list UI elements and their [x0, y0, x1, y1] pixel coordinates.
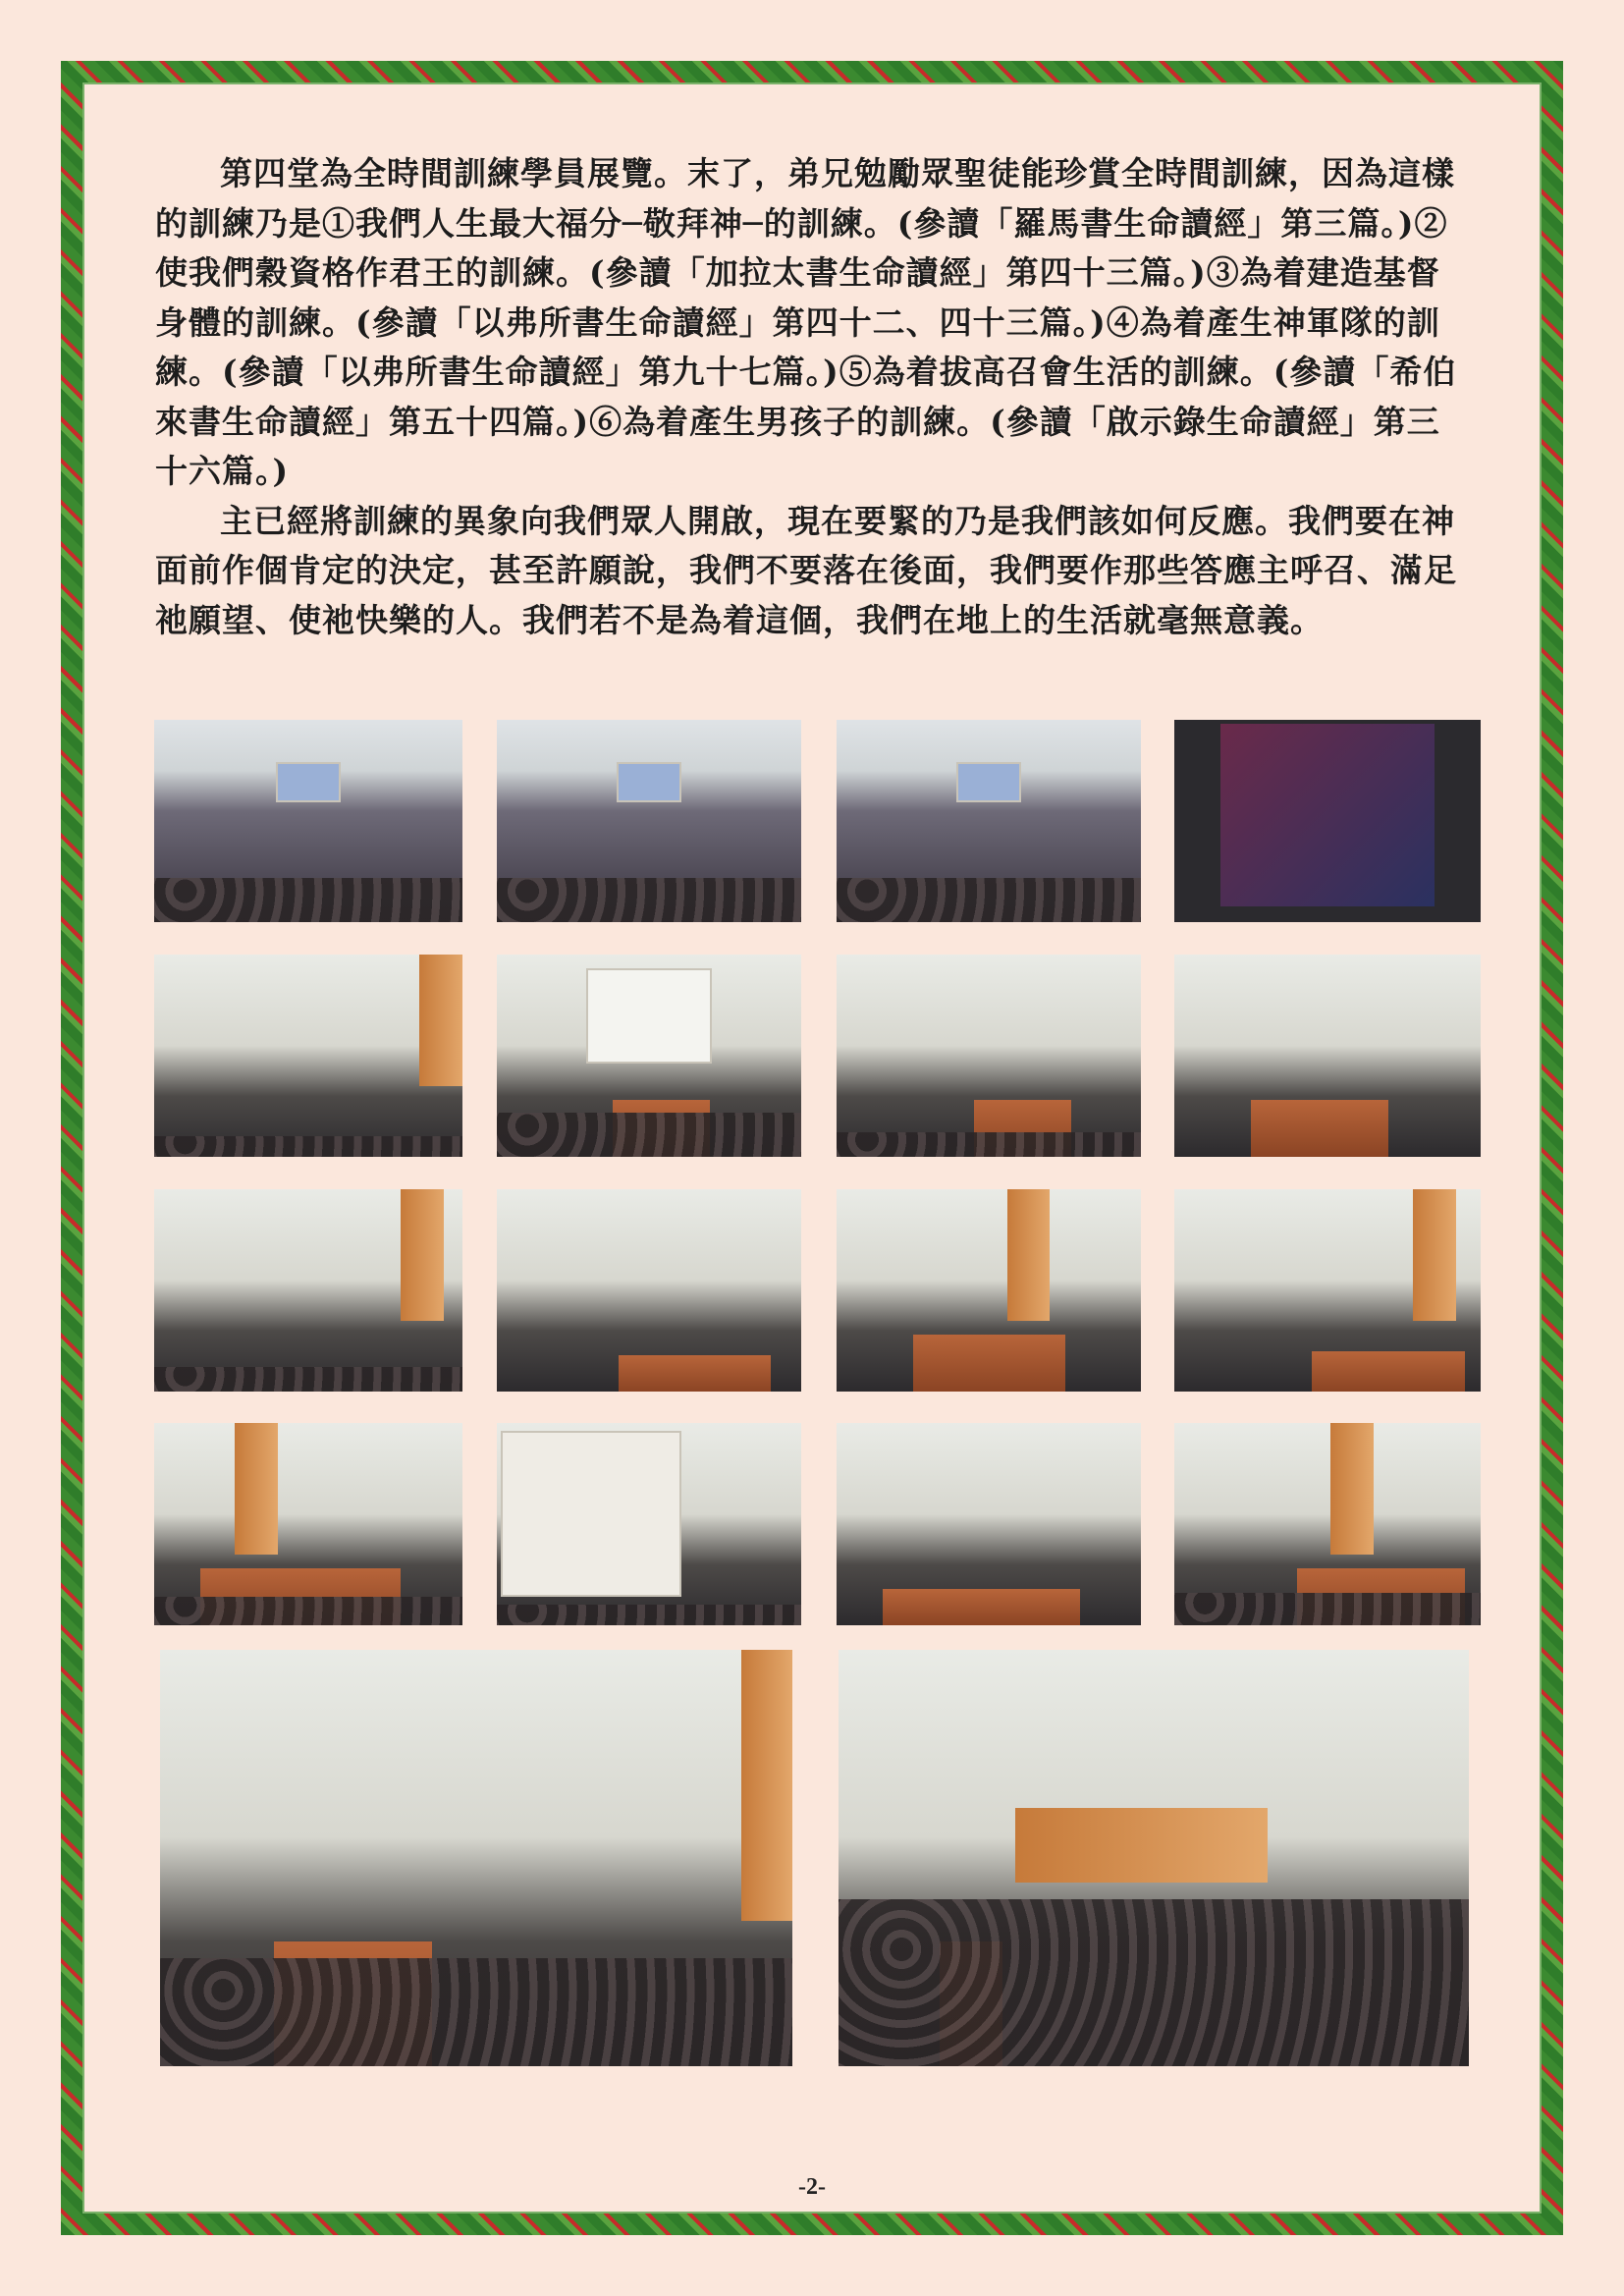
photo-two-sisters-podium: [497, 955, 801, 1157]
photo-report-slide: [497, 1423, 801, 1625]
article-text: [155, 149, 1471, 645]
photo-two-brothers-podium: [837, 1423, 1141, 1625]
photo-two-sisters-speaking: [1174, 955, 1481, 1157]
photo-four-sisters-podium: [837, 955, 1141, 1157]
photo-speaker-with-notes: [154, 955, 462, 1157]
paragraph-1: 第四堂為全時間訓練學員展覽。末了，弟兄勉勵眾聖徒能珍賞全時間訓練，因為這樣的訓練乃是①我們人生最大福分─敬拜神─的訓練。(參讀「羅馬書生命讀經」第三篇。)②使我們穀資格作君王的訓練。(參讀「加拉太書生命讀經」第四十三篇。)③為着建造基督身體的訓練。(參讀「以弗所書生命讀經」第四十二、四十三篇。)④為着產生神軍隊的訓練。(參讀「以弗所書生命讀經」第九十七篇。)⑤為着拔高召會生活的訓練。(參讀「希伯來書生命讀經」第五十四篇。)⑥為着產生男孩子的訓練。(參讀「啟示錄生命讀經」第三十六篇。): [155, 154, 1457, 490]
photo-brother-at-podium: [154, 1423, 462, 1625]
photo-sister-and-brother: [837, 1189, 1141, 1392]
photo-audience-hall-1: [154, 720, 462, 922]
photo-two-brothers-speaking: [497, 1189, 801, 1392]
photo-trainees-group: [160, 1650, 792, 2066]
photo-three-brothers: [1174, 1189, 1481, 1392]
page-number: -2-: [798, 2174, 826, 2200]
photo-speaker-and-congregation: [839, 1650, 1469, 2066]
photo-projected-slide: [1174, 720, 1481, 922]
photo-audience-hall-3: [837, 720, 1141, 922]
paragraph-2: 主已經將訓練的異象向我們眾人開啟，現在要緊的乃是我們該如何反應。我們要在神面前作個肯定的決定，甚至許願說，我們不要落在後面，我們要作那些答應主呼召、滿足祂願望、使祂快樂的人。我們若不是為着這個，我們在地上的生活就毫無意義。: [155, 501, 1457, 639]
photo-brother-speaking-right: [1174, 1423, 1481, 1625]
photo-audience-hall-2: [497, 720, 801, 922]
photo-two-young-brothers: [154, 1189, 462, 1392]
